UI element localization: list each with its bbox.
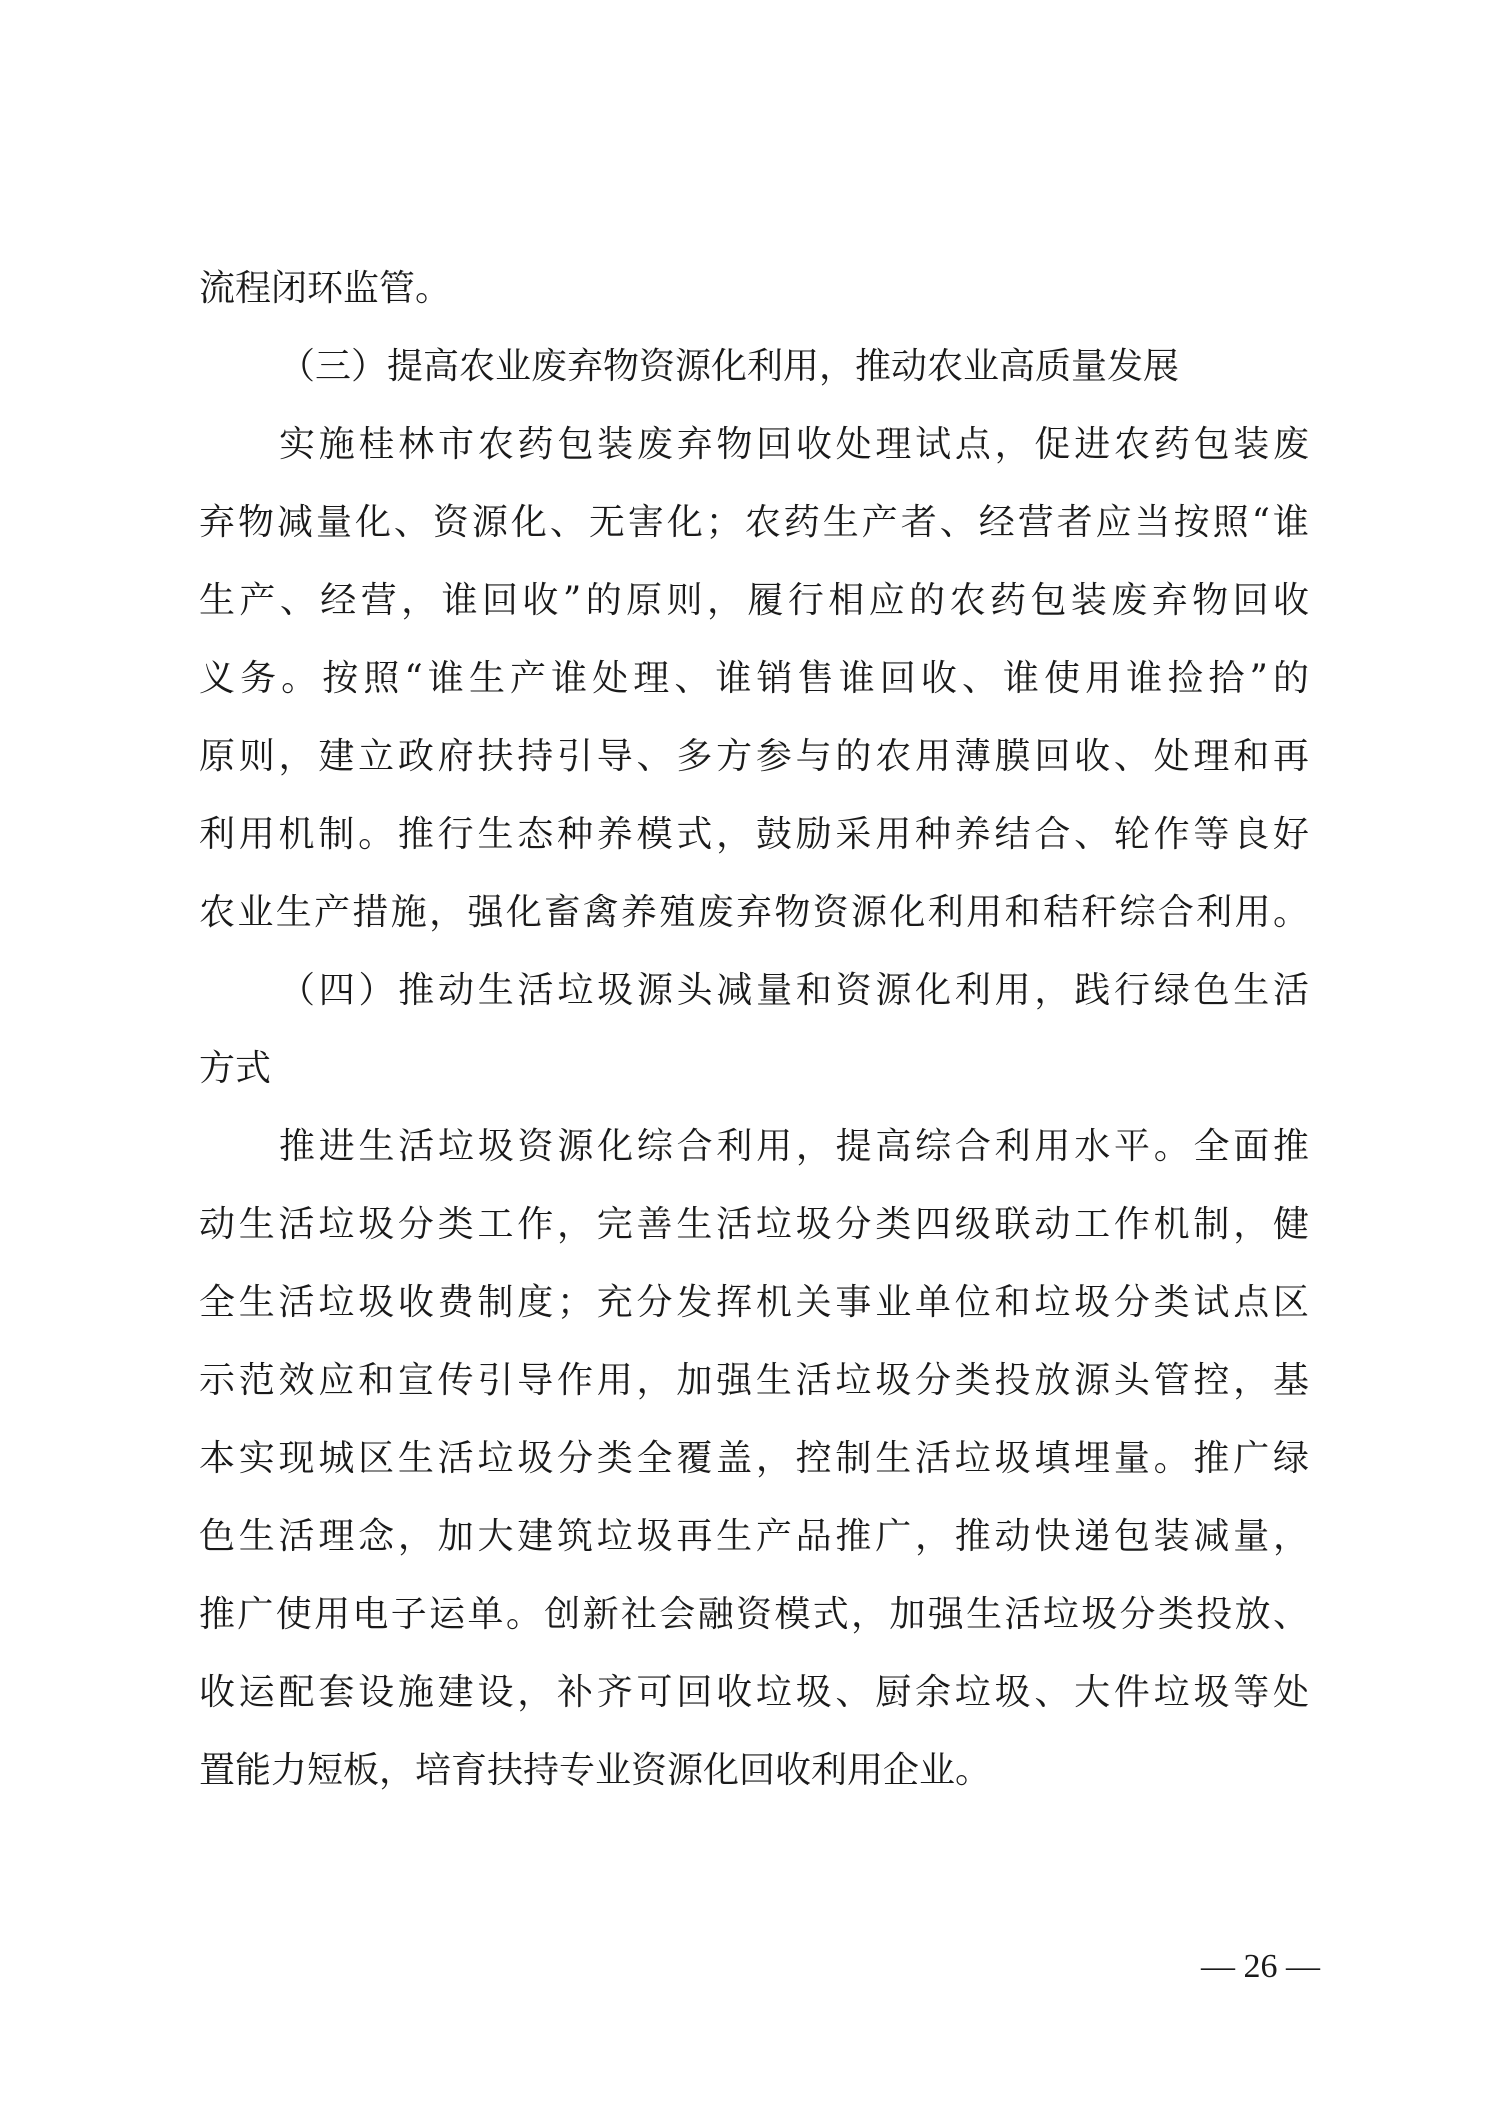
text-line: 义务。按照“谁生产谁处理、谁销售谁回收、谁使用谁捡拾”的 [199, 658, 1309, 699]
section-heading-4: （四）推动生活垃圾源头减量和资源化利用，践行绿色生活 [279, 970, 1309, 1011]
text-line: 生产、经营，谁回收”的原则，履行相应的农药包装废弃物回收 [199, 580, 1309, 621]
section-heading-3: （三）提高农业废弃物资源化利用，推动农业高质量发展 [279, 346, 1180, 387]
page-number: — 26 — [1201, 1948, 1320, 1985]
section-heading-4-cont: 方式 [199, 1048, 272, 1089]
text-line: 推进生活垃圾资源化综合利用，提高综合利用水平。全面推 [279, 1126, 1309, 1167]
text-line: 实施桂林市农药包装废弃物回收处理试点，促进农药包装废 [279, 424, 1309, 465]
text-line: 本实现城区生活垃圾分类全覆盖，控制生活垃圾填埋量。推广绿 [199, 1438, 1309, 1479]
text-line: 收运配套设施建设，补齐可回收垃圾、厨余垃圾、大件垃圾等处 [199, 1672, 1309, 1713]
body-text [199, 250, 1309, 1810]
text-line: 色生活理念，加大建筑垃圾再生产品推广，推动快递包装减量， [199, 1516, 1309, 1557]
text-line: 流程闭环监管。 [199, 268, 452, 309]
text-line: 置能力短板，培育扶持专业资源化回收利用企业。 [199, 1750, 992, 1791]
text-line: 弃物减量化、资源化、无害化；农药生产者、经营者应当按照“谁 [199, 502, 1309, 543]
text-line: 动生活垃圾分类工作，完善生活垃圾分类四级联动工作机制，健 [199, 1204, 1309, 1245]
text-line: 农业生产措施，强化畜禽养殖废弃物资源化利用和秸秆综合利用。 [199, 892, 1309, 933]
text-line: 示范效应和宣传引导作用，加强生活垃圾分类投放源头管控，基 [199, 1360, 1309, 1401]
text-line: 推广使用电子运单。创新社会融资模式，加强生活垃圾分类投放、 [199, 1594, 1309, 1635]
text-line: 全生活垃圾收费制度；充分发挥机关事业单位和垃圾分类试点区 [199, 1282, 1309, 1323]
text-line: 原则，建立政府扶持引导、多方参与的农用薄膜回收、处理和再 [199, 736, 1309, 777]
text-line: 利用机制。推行生态种养模式，鼓励采用种养结合、轮作等良好 [199, 814, 1309, 855]
